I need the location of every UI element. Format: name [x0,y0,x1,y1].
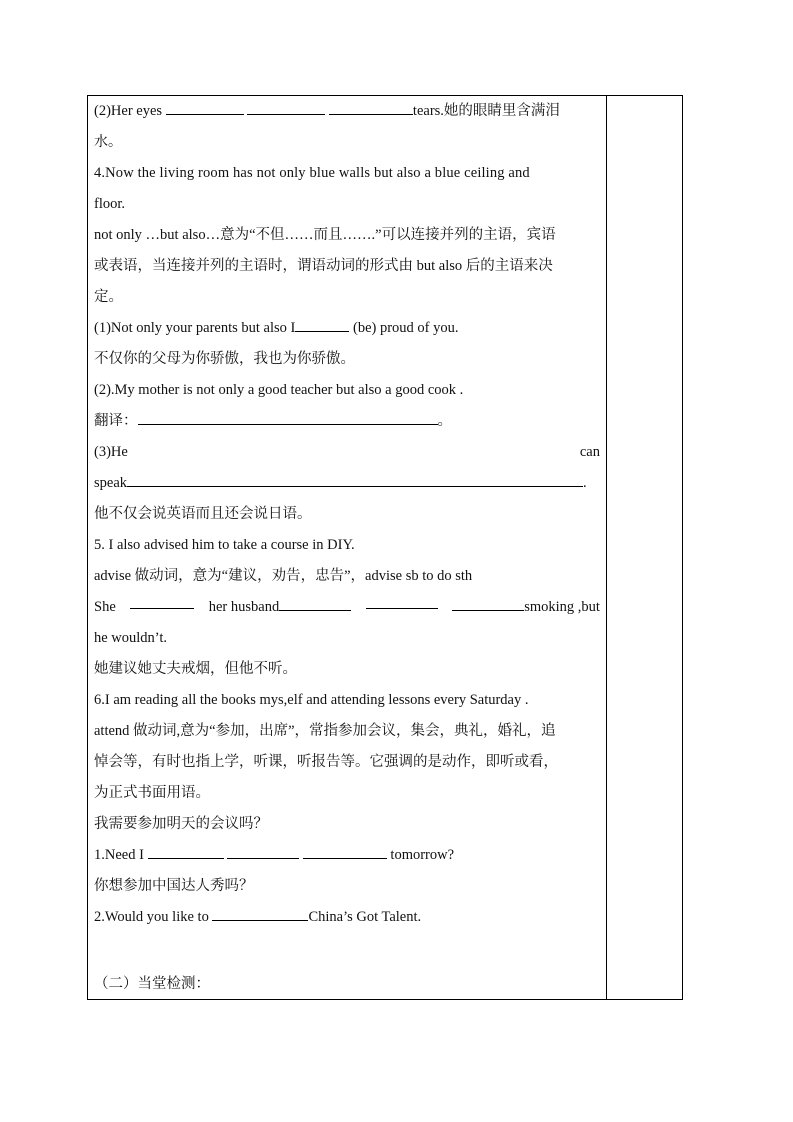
sentence-heading: 6.I am reading all the books mys,elf and attending lessons every Saturday . [94,692,529,708]
text: (be) proud of you. [352,320,459,336]
answer-blank[interactable] [212,904,308,921]
text: China’s Got Talent. [308,909,422,925]
answer-blank[interactable] [329,98,413,115]
text: (3)He [94,444,128,460]
explanation-line: 定。 [94,289,123,305]
exercise-line [94,468,600,499]
text: her husband [208,599,280,615]
exercise-line [94,437,600,468]
explanation-line: 为正式书面用语。 [94,785,210,801]
text: 4.Now the living room has not only blue walls but also a blue ceiling and [94,165,530,181]
text: 翻译： [94,413,138,429]
answer-blank[interactable] [247,98,273,115]
answer-blank[interactable] [452,594,524,611]
answer-blank[interactable] [273,98,325,115]
text: 。 [437,413,452,429]
translation-line: 她建议她丈夫戒烟，但他不听。 [94,661,297,677]
answer-blank[interactable] [166,98,244,115]
text: (2)Her eyes [94,103,163,119]
answer-blank[interactable] [138,408,438,425]
answer-blank[interactable] [295,315,349,332]
text: speak [94,475,128,491]
answer-blank[interactable] [148,842,224,859]
answer-blank[interactable] [127,470,583,487]
answer-blank[interactable] [366,592,438,609]
explanation-line: advise 做动词，意为“建议，劝告，忠告”，advise sb to do sth [94,568,473,584]
text: tomorrow? [390,847,455,863]
answer-blank[interactable] [303,842,387,859]
translation-line: 你想参加中国达人秀吗？ [94,878,254,894]
exercise-line [94,840,600,871]
explanation-line: 悼会等，有时也指上学，听课，听报告等。它强调的是动作，即听或看， [94,754,558,770]
explanation-line: 或表语，当连接并列的主语时，谓语动词的形式由 but also 后的主语来决 [94,258,553,274]
text: . [583,475,587,491]
text: tears.她的眼睛里含满泪 [412,103,560,119]
exercise-line [94,902,600,933]
text: 1.Need I [94,847,144,863]
sentence-heading: 5. I also advised him to take a course in DIY. [94,537,355,553]
exercise-line [94,96,600,127]
text: 2.Would you like to [94,909,209,925]
sentence-heading [94,158,600,189]
translation-line: 他不仅会说英语而且还会说日语。 [94,506,312,522]
translation-line: 我需要参加明天的会议吗？ [94,816,268,832]
text-line: floor. [94,196,126,212]
column-divider [606,95,607,1000]
text-line: he wouldn’t. [94,630,168,646]
answer-blank[interactable] [279,594,351,611]
explanation-line: attend 做动词,意为“参加，出席”，常指参加会议，集会，典礼，婚礼，追 [94,723,556,739]
text-line: 水。 [94,134,122,150]
exercise-line [94,592,600,623]
explanation-line: not only …but also…意为“不但……而且…….”可以连接并列的主语，宾语 [94,227,556,243]
section-heading: （二）当堂检测： [94,976,210,992]
text: She [94,599,116,615]
exercise-line [94,313,600,344]
text: can [579,444,600,460]
text: smoking ,but [524,599,600,615]
answer-blank[interactable] [227,842,299,859]
answer-blank[interactable] [130,592,194,609]
exercise-line [94,406,600,437]
translation-line: 不仅你的父母为你骄傲，我也为你骄傲。 [94,351,355,367]
text: (1)Not only your parents but also I [94,320,296,336]
exercise-line: (2).My mother is not only a good teacher but also a good cook . [94,382,464,398]
